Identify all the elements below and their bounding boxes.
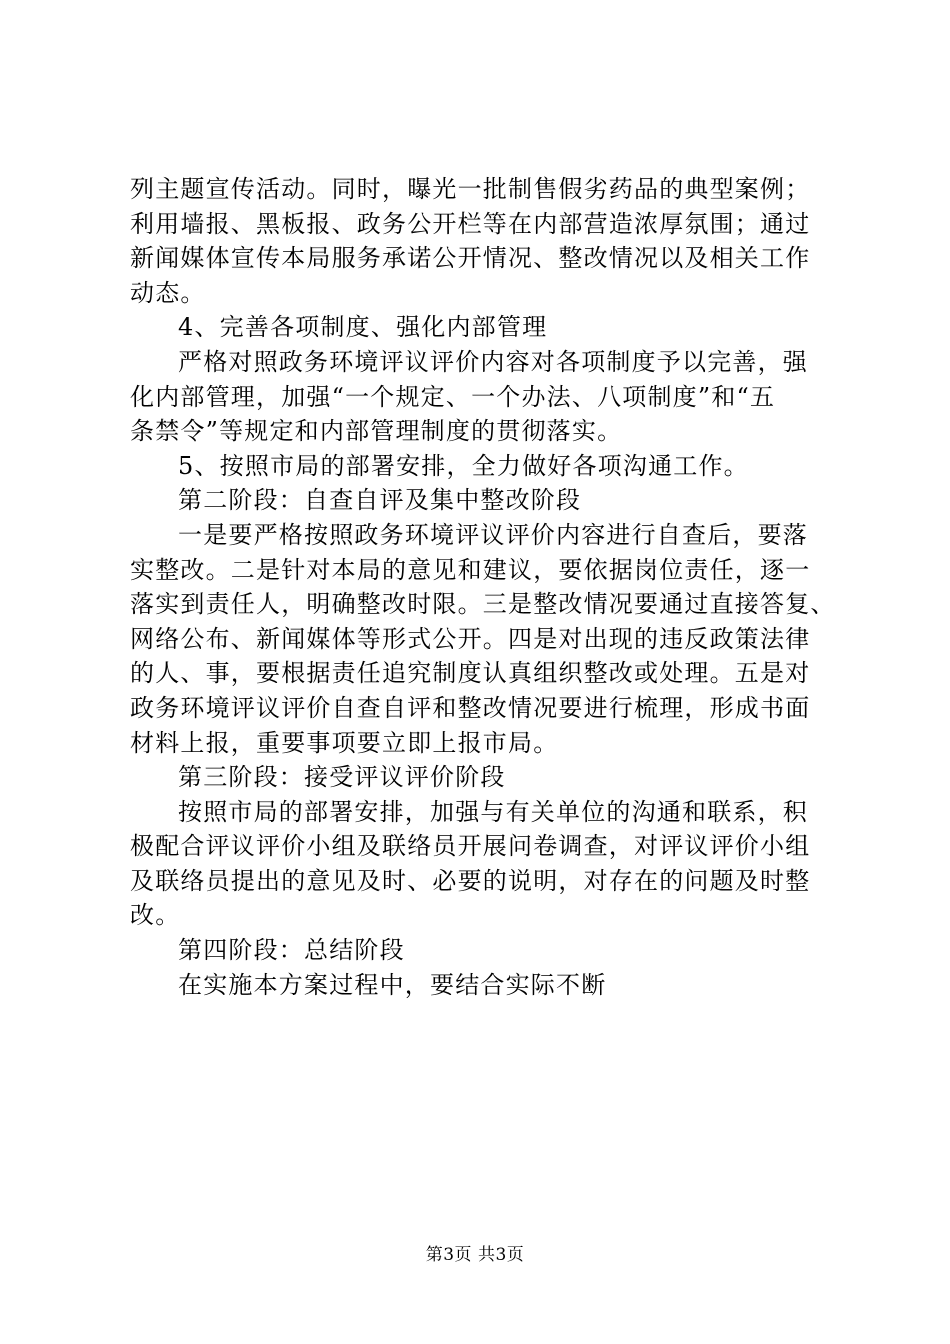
text-line: 实整改。二是针对本局的意见和建议，要依据岗位责任，逐一	[130, 555, 811, 584]
stage-heading: 第二阶段：自查自评及集中整改阶段	[178, 486, 582, 515]
page-number-footer: 第3页 共3页	[425, 1245, 525, 1265]
text-line: 的人、事，要根据责任追究制度认真组织整改或处理。五是对	[130, 659, 811, 688]
text-line: 在实施本方案过程中，要结合实际不断	[178, 970, 607, 999]
stage-heading: 第三阶段：接受评议评价阶段	[178, 763, 506, 792]
stage-heading: 第四阶段：总结阶段	[178, 936, 405, 965]
text-line: 政务环境评议评价自查自评和整改情况要进行梳理，形成书面	[130, 693, 811, 722]
text-line: 材料上报，重要事项要立即上报市局。	[130, 728, 559, 757]
document-body	[130, 172, 836, 1002]
text-line: 极配合评议评价小组及联络员开展问卷调查，对评议评价小组	[130, 832, 811, 861]
text-line: 列主题宣传活动。同时，曝光一批制售假劣药品的典型案例；	[130, 175, 811, 203]
text-line: 网络公布、新闻媒体等形式公开。四是对出现的违反政策法律	[130, 624, 811, 653]
text-line: 按照市局的部署安排，加强与有关单位的沟通和联系，积	[178, 797, 808, 826]
text-line: 严格对照政务环境评议评价内容对各项制度予以完善，强	[178, 347, 808, 376]
text-line: 及联络员提出的意见及时、必要的说明，对存在的问题及时整	[130, 866, 811, 895]
text-line: 改。	[130, 901, 181, 930]
text-line: 化内部管理，加强“一个规定、一个办法、八项制度”和“五	[130, 382, 776, 411]
text-line: 利用墙报、黑板报、政务公开栏等在内部营造浓厚氛围；通过	[130, 209, 811, 238]
text-line: 新闻媒体宣传本局服务承诺公开情况、整改情况以及相关工作	[130, 244, 811, 273]
section-heading: 4、完善各项制度、强化内部管理	[178, 313, 548, 342]
text-line: 一是要严格按照政务环境评议评价内容进行自查后，要落	[178, 520, 808, 549]
text-line: 条禁令”等规定和内部管理制度的贯彻落实。	[130, 417, 623, 446]
section-heading: 5、按照市局的部署安排，全力做好各项沟通工作。	[178, 451, 749, 480]
text-line: 动态。	[130, 278, 206, 307]
text-line: 落实到责任人，明确整改时限。三是整改情况要通过直接答复、	[130, 590, 836, 619]
